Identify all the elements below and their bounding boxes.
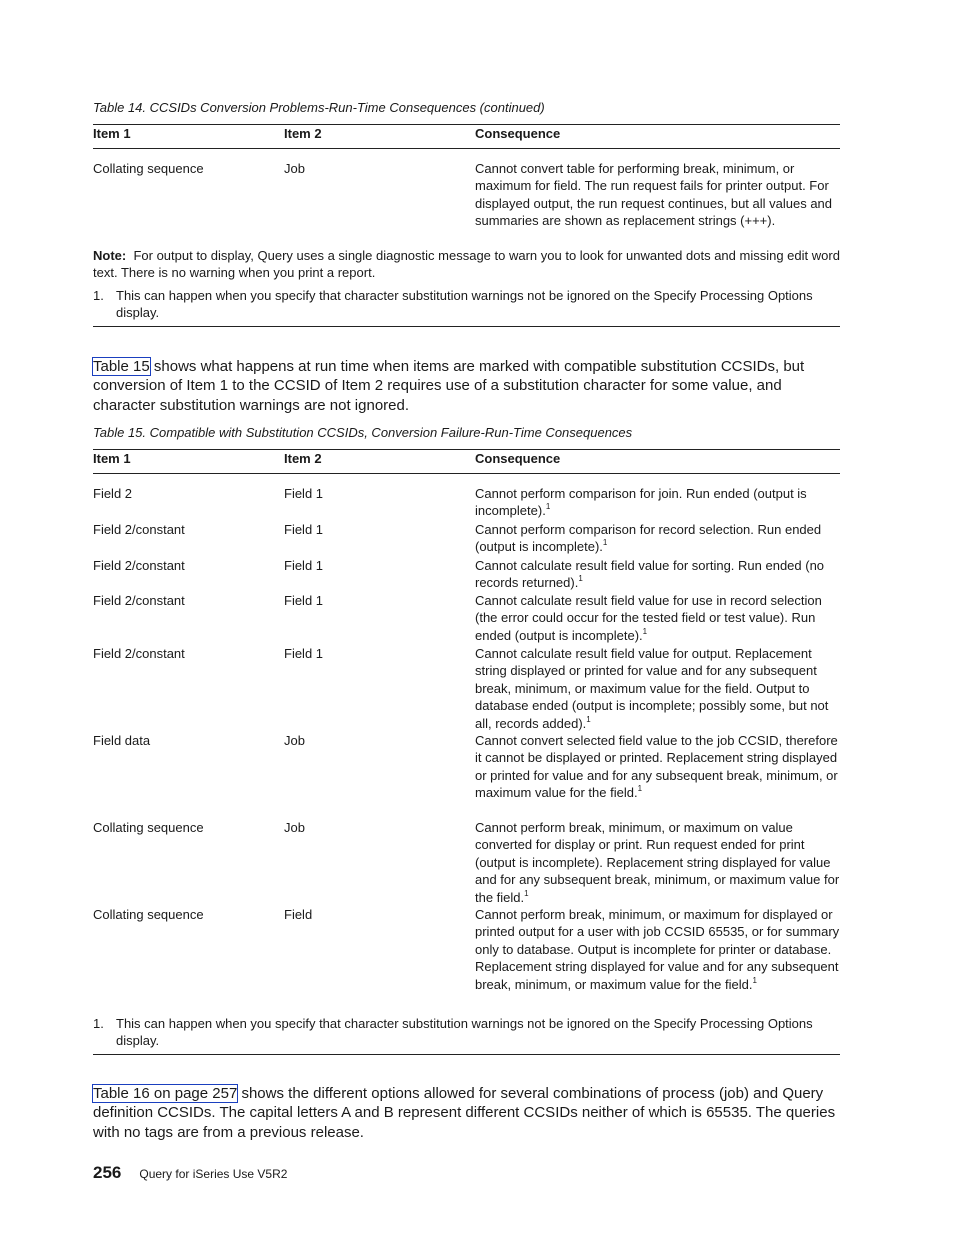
cell-item2: Field bbox=[284, 907, 313, 922]
cell-item1: Collating sequence bbox=[93, 907, 204, 922]
table15-footnote bbox=[93, 1015, 840, 1050]
table15-bottom-rule bbox=[93, 1054, 840, 1055]
table14-footnote bbox=[93, 287, 840, 322]
cell-consequence bbox=[475, 645, 842, 732]
footnote-number: 1. bbox=[93, 1016, 104, 1031]
table14-header-consequence: Consequence bbox=[475, 126, 561, 141]
table15-header-item2: Item 2 bbox=[284, 451, 322, 466]
cell-item2: Job bbox=[284, 820, 305, 835]
footnote-ref: 1 bbox=[586, 714, 591, 724]
cell-item1: Field 2/constant bbox=[93, 646, 185, 661]
table14-header-rule bbox=[93, 148, 840, 149]
footnote-ref: 1 bbox=[545, 502, 551, 512]
table15-header-consequence: Consequence bbox=[475, 451, 561, 466]
body-paragraph-1 bbox=[93, 357, 840, 415]
cell-item2: Field 1 bbox=[284, 646, 324, 661]
note-text: For output to display, Query uses a single diagnostic message to warn you to look for unwanted dots and missing edit word text. There is no warning when you print a report. bbox=[93, 248, 840, 281]
cell-item1: Field data bbox=[93, 733, 151, 748]
cell-consequence bbox=[475, 592, 842, 644]
consequence-text: Cannot calculate result field value for output. Replacement string displayed or printed for value and for any subsequent break, minimum, or maximum value for the field. Output to database ended (output is incomplete; possibly some, but not all, records added). bbox=[475, 646, 829, 731]
cell-item2: Field 1 bbox=[284, 558, 324, 573]
cell-consequence bbox=[475, 819, 842, 906]
table16-link[interactable]: Table 16 on page 257 bbox=[93, 1085, 238, 1102]
consequence-text: Cannot perform comparison for record selection. Run ended (output is incomplete). bbox=[475, 522, 822, 555]
footnote-text: This can happen when you specify that character substitution warnings not be ignored on the Specify Processing Options display. bbox=[116, 1016, 813, 1049]
cell-item1: Field 2/constant bbox=[93, 593, 185, 608]
cell-consequence bbox=[475, 521, 842, 556]
consequence-text: Cannot perform break, minimum, or maximum for displayed or printed output for a user with job CCSID 65535, or for summary only to database. Output is incomplete for printer or database. Replacement string displayed for value and for any subsequent break, minimum, or maximum value for the field. bbox=[475, 907, 840, 992]
consequence-text: Cannot convert selected field value to the job CCSID, therefore it cannot be displayed or printed. Replacement string displayed or printed for value and for any subsequent break, minimum, or maximum value for the field. bbox=[475, 733, 838, 801]
page-number: 256 bbox=[93, 1163, 122, 1182]
cell-item1: Field 2/constant bbox=[93, 522, 185, 537]
footnote-text: This can happen when you specify that character substitution warnings not be ignored on the Specify Processing Options display. bbox=[116, 288, 813, 321]
cell-item1: Collating sequence bbox=[93, 820, 204, 835]
table15-caption: Table 15. Compatible with Substitution CCSIDs, Conversion Failure-Run-Time Consequences bbox=[93, 425, 633, 440]
consequence-text: Cannot calculate result field value for sorting. Run ended (no records returned). bbox=[475, 558, 825, 591]
cell-consequence bbox=[475, 732, 842, 802]
table14-caption: Table 14. CCSIDs Conversion Problems-Run-Time Consequences (continued) bbox=[93, 100, 545, 115]
footnote-ref: 1 bbox=[602, 538, 608, 548]
note-label: Note: bbox=[93, 248, 127, 263]
cell-consequence bbox=[475, 906, 842, 993]
page-footer bbox=[93, 1163, 287, 1183]
footnote-ref: 1 bbox=[752, 975, 757, 985]
body-paragraph-2 bbox=[93, 1084, 840, 1142]
table15-link[interactable]: Table 15 bbox=[93, 358, 150, 375]
cell-item2: Job bbox=[284, 161, 305, 176]
paragraph-text: shows what happens at run time when items are marked with compatible substitution CCSIDs, but conversion of Item 1 to the CCSID of Item 2 requires use of a substitution character for some value, and character substitution warnings are not ignored. bbox=[93, 358, 805, 414]
cell-item1: Collating sequence bbox=[93, 161, 204, 176]
footnote-ref: 1 bbox=[578, 574, 583, 584]
cell-consequence bbox=[475, 485, 842, 520]
cell-consequence bbox=[475, 557, 842, 592]
table15-header-rule bbox=[93, 473, 840, 474]
table14-header-item1: Item 1 bbox=[93, 126, 131, 141]
consequence-text: Cannot calculate result field value for use in record selection (the error could occur for the tested field or test value). Run ended (output is incomplete). bbox=[475, 593, 822, 643]
cell-item2: Field 1 bbox=[284, 486, 324, 501]
table15-header-item1: Item 1 bbox=[93, 451, 131, 466]
footnote-ref: 1 bbox=[637, 784, 643, 794]
table14-top-rule bbox=[93, 124, 840, 125]
table14-bottom-rule bbox=[93, 326, 840, 327]
consequence-text: Cannot convert table for performing break, minimum, or maximum for field. The run request fails for printer output. For displayed output, the run request continues, but all values and summaries are shown as replacement strings (+++). bbox=[475, 161, 833, 229]
footnote-ref: 1 bbox=[642, 626, 648, 636]
table14-header-item2: Item 2 bbox=[284, 126, 322, 141]
paragraph-text: shows the different options allowed for several combinations of process (job) and Query definition CCSIDs. The capital letters A and B represent different CCSIDs neither of which is 65535. The queries with no tags are from a previous release. bbox=[93, 1085, 836, 1141]
cell-item2: Field 1 bbox=[284, 593, 324, 608]
table14-note bbox=[93, 247, 840, 282]
footnote-number: 1. bbox=[93, 288, 104, 303]
table15-top-rule bbox=[93, 449, 840, 450]
book-title: Query for iSeries Use V5R2 bbox=[139, 1167, 288, 1181]
cell-item2: Job bbox=[284, 733, 305, 748]
cell-consequence bbox=[475, 160, 842, 230]
cell-item2: Field 1 bbox=[284, 522, 324, 537]
footnote-ref: 1 bbox=[524, 888, 529, 898]
consequence-text: Cannot perform break, minimum, or maximum on value converted for display or print. Run request ended for print (output is incomplete). Replacement string displayed for value and for any subsequent break, minimum, or maximum value for the field. bbox=[475, 820, 840, 905]
consequence-text: Cannot perform comparison for join. Run ended (output is incomplete). bbox=[475, 486, 807, 519]
cell-item1: Field 2/constant bbox=[93, 558, 185, 573]
cell-item1: Field 2 bbox=[93, 486, 133, 501]
